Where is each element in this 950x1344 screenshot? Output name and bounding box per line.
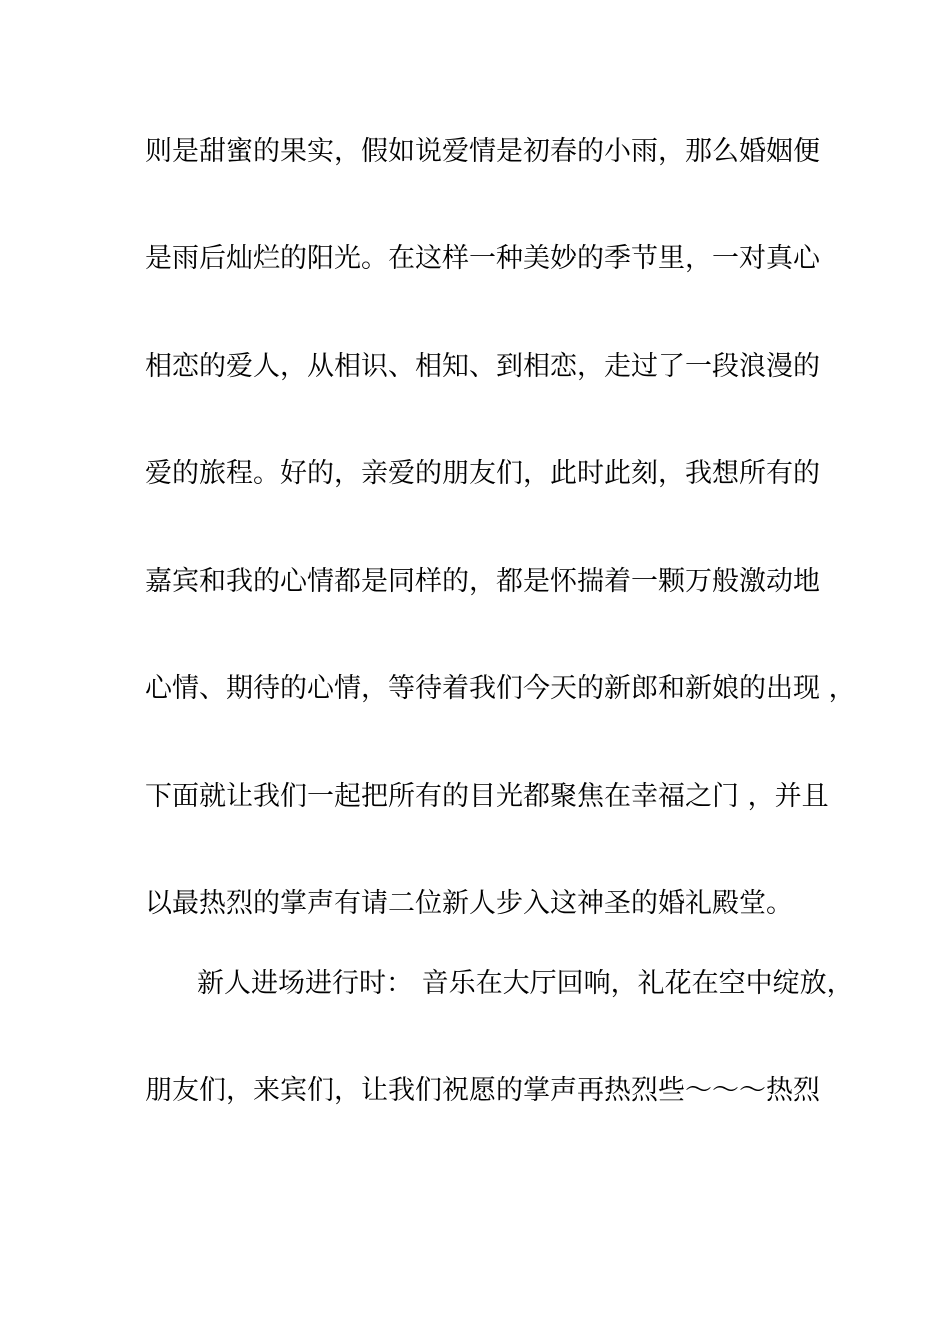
- text-line: 是雨后灿烂的阳光。在这样一种美妙的季节里，一对真心: [145, 243, 820, 274]
- text-line: 相恋的爱人，从相识、相知、到相恋，走过了一段浪漫的: [145, 351, 820, 382]
- text-line: 嘉宾和我的心情都是同样的，都是怀揣着一颗万般激动地: [145, 566, 820, 597]
- text-line: 下面就让我们一起把所有的目光都聚焦在幸福之门 ，并且: [145, 781, 829, 812]
- paragraph-start-line: 新人进场进行时： 音乐在大厅回响，礼花在空中绽放，: [197, 968, 854, 999]
- text-line: 则是甜蜜的果实，假如说爱情是初春的小雨，那么婚姻便: [145, 136, 820, 167]
- text-line: 以最热烈的掌声有请二位新人步入这神圣的婚礼殿堂。: [145, 888, 793, 919]
- text-line: 心情、期待的心情，等待着我们今天的新郎和新娘的出现 ，: [145, 673, 856, 704]
- text-line: 爱的旅程。好的，亲爱的朋友们，此时此刻，我想所有的: [145, 458, 820, 489]
- text-line: 朋友们，来宾们，让我们祝愿的掌声再热烈些～～～热烈: [145, 1075, 820, 1106]
